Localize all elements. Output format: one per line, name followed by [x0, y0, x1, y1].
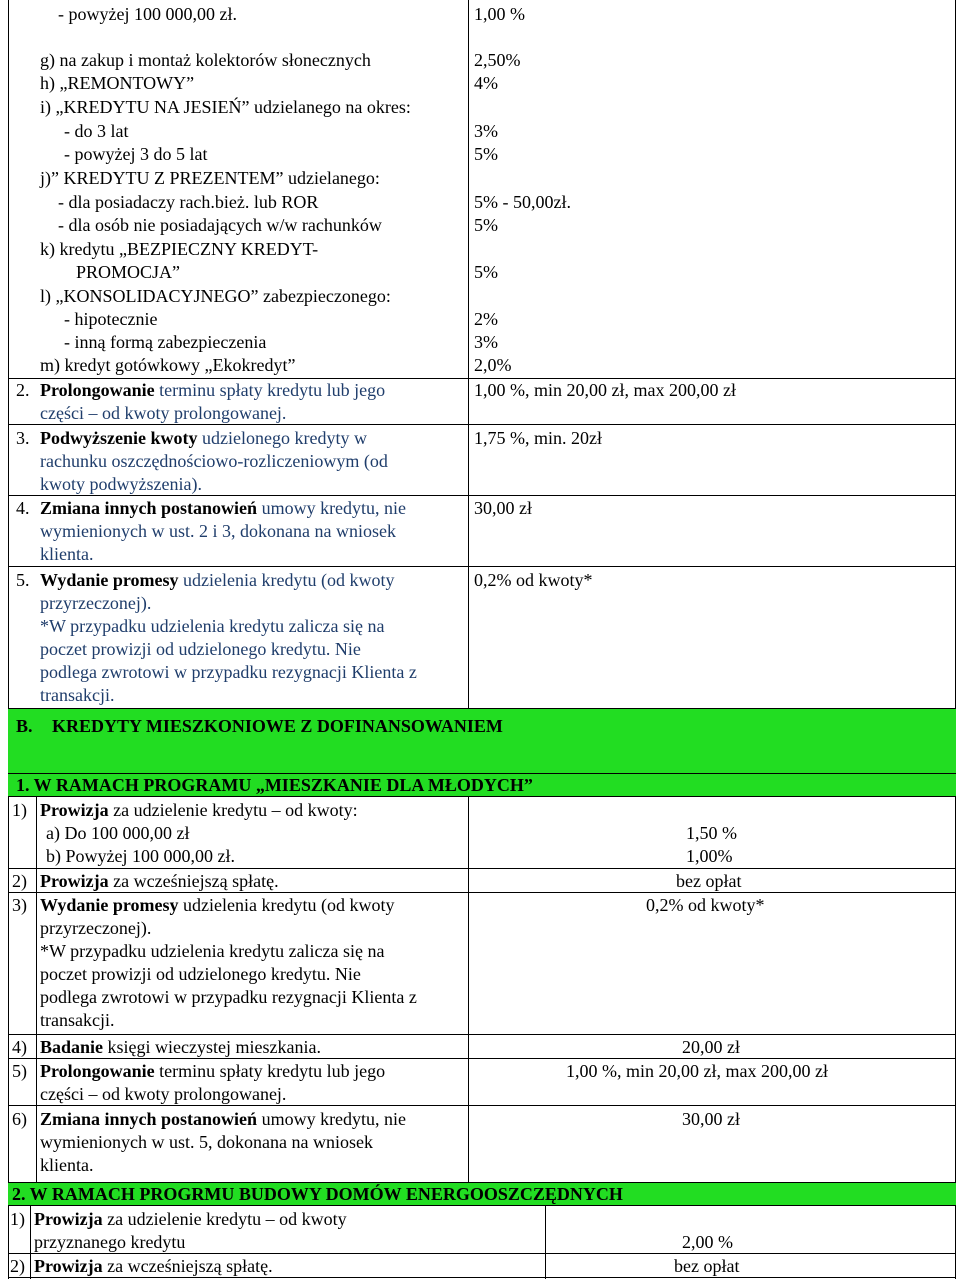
fee-text: kwoty podwyższenia). [40, 474, 202, 494]
fee-description [34, 1256, 273, 1277]
left-border [8, 0, 9, 1279]
fee-value: 1,75 %, min. 20zł [474, 428, 602, 448]
rate-label: h) „REMONTOWY” [40, 73, 195, 93]
rate-value: 5% [474, 144, 498, 164]
program1-num-divider [36, 797, 37, 1182]
fee-description [40, 1037, 321, 1058]
row-divider [8, 868, 956, 869]
fee-value: bez opłat [674, 1256, 740, 1276]
item-number: 1) [12, 800, 27, 820]
fee-text: poczet prowizji od udzielonego kredytu. Nie [40, 639, 361, 659]
row-divider [8, 1277, 956, 1278]
fee-description [34, 1209, 347, 1230]
row-divider [8, 1205, 956, 1206]
section-b-letter: B. [16, 716, 33, 736]
fee-description [40, 380, 385, 401]
rate-label: k) kredytu „BEZPIECZNY KREDYT- [40, 239, 319, 259]
rate-value: 5% - 50,00zł. [474, 192, 571, 212]
fee-text: za wcześniejszą spłatę. [102, 1256, 273, 1276]
fee-value: 1,00 %, min 20,00 zł, max 200,00 zł [474, 380, 736, 400]
fee-description [40, 1109, 406, 1130]
fee-value: 0,2% od kwoty* [646, 895, 765, 915]
row-divider [8, 892, 956, 893]
fee-description [40, 1061, 385, 1082]
row-divider [8, 1253, 956, 1254]
fee-name: Prowizja [40, 871, 109, 891]
fee-name: Prolongowanie [40, 1061, 155, 1081]
fee-text: transakcji. [40, 1010, 115, 1030]
fee-text: za wcześniejszą spłatę. [108, 871, 279, 891]
fee-text: udzielenia kredytu (od kwoty [178, 895, 395, 915]
rate-label: g) na zakup i montaż kolektorów słonecznych [40, 50, 371, 70]
fee-text: przyrzeczonej). [40, 918, 152, 938]
fee-name: Prowizja [34, 1209, 103, 1229]
fee-text: za udzielenie kredytu – od kwoty: [108, 800, 358, 820]
row-divider [8, 1105, 956, 1106]
fee-description [40, 895, 394, 916]
fee-text: terminu spłaty kredytu lub jego [154, 380, 386, 400]
fee-text: księgi wieczystej mieszkania. [103, 1037, 321, 1057]
rate-value: 4% [474, 73, 498, 93]
row-divider [8, 773, 956, 774]
rate-label: i) „KREDYTU NA JESIEŃ” udzielanego na okres: [40, 97, 411, 117]
rate-value: 2,50% [474, 50, 521, 70]
fee-text: terminu spłaty kredytu lub jego [154, 1061, 386, 1081]
fee-text: wymienionych w ust. 5, dokonana na wniosek [40, 1132, 373, 1152]
program1-column-divider [468, 797, 469, 1182]
fee-text: przyznanego kredytu [34, 1232, 186, 1252]
item-number: 3) [12, 895, 27, 915]
rate-value: 2,0% [474, 355, 512, 375]
row-divider [8, 796, 956, 797]
rate-value: 3% [474, 332, 498, 352]
fee-text: udzielonego kredyty w [197, 428, 367, 448]
fee-value: 1,50 % [686, 823, 737, 843]
item-number: 5. [16, 570, 30, 590]
fee-value: bez opłat [676, 871, 742, 891]
fee-text: wymienionych w ust. 2 i 3, dokonana na wniosek [40, 521, 396, 541]
rate-value: 2% [474, 309, 498, 329]
fee-value: 0,2% od kwoty* [474, 570, 593, 590]
fee-name: Zmiana innych postanowień [40, 1109, 258, 1129]
section-b-title: KREDYTY MIESZKONIOWE Z DOFINANSOWANIEM [52, 716, 503, 736]
fee-name: Wydanie promesy [40, 570, 179, 590]
fee-text: części – od kwoty prolongowanej. [40, 403, 287, 423]
fee-description [40, 498, 406, 519]
item-number: 5) [12, 1061, 27, 1081]
rate-value: 5% [474, 262, 498, 282]
fee-text: *W przypadku udzielenia kredytu zalicza się na [40, 941, 385, 961]
rate-label: - dla osób nie posiadających w/w rachunków [58, 215, 382, 235]
rate-label: - do 3 lat [64, 121, 129, 141]
row-divider [8, 1034, 956, 1035]
fee-value: 1,00% [686, 846, 733, 866]
rate-label: - powyżej 100 000,00 zł. [58, 4, 237, 24]
fee-name: Prowizja [34, 1256, 103, 1276]
rate-value: 3% [474, 121, 498, 141]
fee-name: Badanie [40, 1037, 104, 1057]
fee-name: Wydanie promesy [40, 895, 179, 915]
fee-value: 30,00 zł [682, 1109, 740, 1129]
fee-name: Prowizja [40, 800, 109, 820]
right-border [955, 0, 956, 1279]
fee-text: udzielenia kredytu (od kwoty [178, 570, 395, 590]
rate-label: - hipotecznie [64, 309, 158, 329]
item-number: 3. [16, 428, 30, 448]
row-divider [8, 495, 956, 496]
program2-num-divider [30, 1206, 31, 1279]
fee-text: podlega zwrotowi w przypadku rezygnacji Klienta z [40, 987, 417, 1007]
fee-text: podlega zwrotowi w przypadku rezygnacji Klienta z [40, 662, 417, 682]
rate-label: PROMOCJA” [76, 262, 181, 282]
row-divider [8, 1058, 956, 1059]
row-divider [8, 424, 956, 425]
fee-text: części – od kwoty prolongowanej. [40, 1084, 287, 1104]
row-divider [8, 378, 956, 379]
program2-column-divider [545, 1206, 546, 1279]
fee-text: klienta. [40, 1155, 94, 1175]
fee-text: klienta. [40, 544, 94, 564]
fee-text: *W przypadku udzielenia kredytu zalicza się na [40, 616, 385, 636]
item-number: 2) [10, 1256, 25, 1276]
fee-name: Podwyższenie kwoty [40, 428, 198, 448]
fee-description [40, 871, 279, 892]
rate-label: j)” KREDYTU Z PREZENTEM” udzielanego: [40, 168, 380, 188]
program1-title: 1. W RAMACH PROGRAMU „MIESZKANIE DLA MŁODYCH” [16, 775, 533, 795]
fee-text: przyrzeczonej). [40, 593, 152, 613]
rate-label: l) „KONSOLIDACYJNEGO” zabezpieczonego: [40, 286, 391, 306]
fee-text: umowy kredytu, nie [257, 1109, 407, 1129]
rate-label: - dla posiadaczy rach.bież. lub ROR [58, 192, 319, 212]
rate-label: - inną formą zabezpieczenia [64, 332, 267, 352]
fee-description [40, 570, 394, 591]
fee-text: rachunku oszczędnościowo-rozliczeniowym (od [40, 451, 388, 471]
item-number: 2) [12, 871, 27, 891]
fee-text: transakcji. [40, 685, 115, 705]
item-number: 4. [16, 498, 30, 518]
item-number: 4) [12, 1037, 27, 1057]
fee-description [40, 800, 358, 821]
fee-subitem: a) Do 100 000,00 zł [46, 823, 190, 843]
item-number: 6) [12, 1109, 27, 1129]
fee-text: za udzielenie kredytu – od kwoty [102, 1209, 347, 1229]
fee-value: 1,00 %, min 20,00 zł, max 200,00 zł [566, 1061, 828, 1081]
fee-name: Zmiana innych postanowień [40, 498, 258, 518]
fee-value: 2,00 % [682, 1232, 733, 1252]
rate-label: m) kredyt gotówkowy „Ekokredyt” [40, 355, 296, 375]
rate-value: 5% [474, 215, 498, 235]
fee-value: 30,00 zł [474, 498, 532, 518]
program2-title: 2. W RAMACH PROGRMU BUDOWY DOMÓW ENERGOOSZCZĘDNYCH [12, 1184, 623, 1204]
fee-value: 20,00 zł [682, 1037, 740, 1057]
fee-text: poczet prowizji od udzielonego kredytu. Nie [40, 964, 361, 984]
fee-description [40, 428, 367, 449]
column-divider-upper [468, 0, 469, 708]
item-number: 1) [10, 1209, 25, 1229]
fee-text: umowy kredytu, nie [257, 498, 407, 518]
fee-subitem: b) Powyżej 100 000,00 zł. [46, 846, 235, 866]
fee-name: Prolongowanie [40, 380, 155, 400]
rate-value: 1,00 % [474, 4, 525, 24]
rate-label: - powyżej 3 do 5 lat [64, 144, 208, 164]
row-divider [8, 566, 956, 567]
item-number: 2. [16, 380, 30, 400]
